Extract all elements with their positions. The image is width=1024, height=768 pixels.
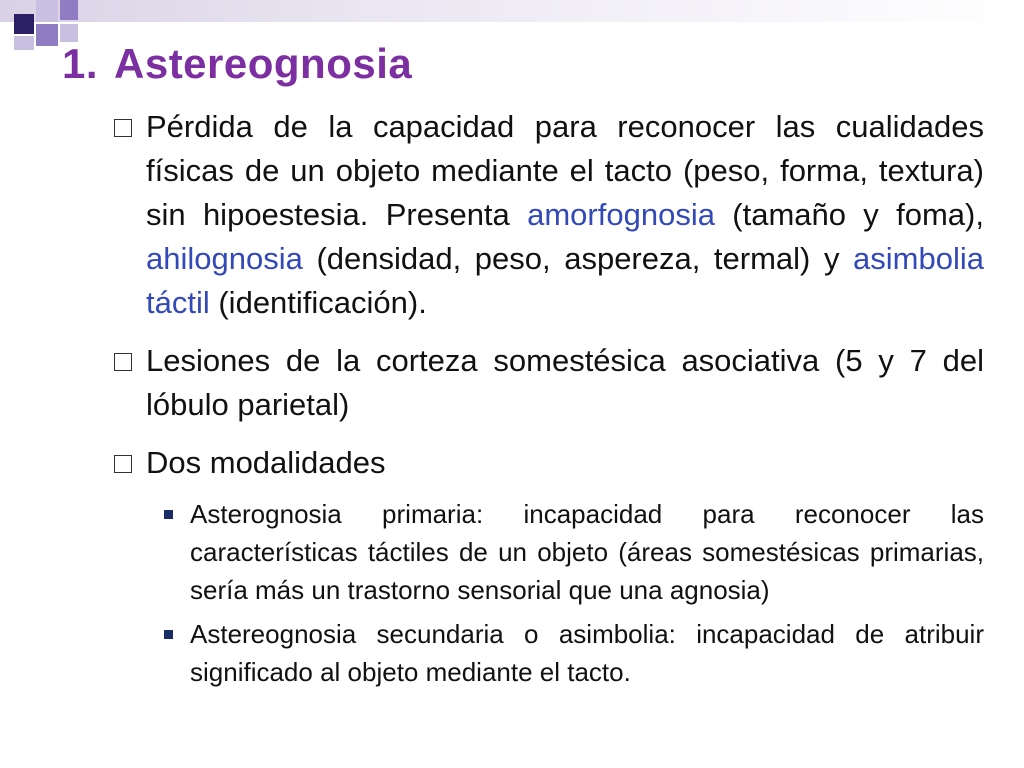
- hollow-square-bullet-icon: [114, 455, 132, 473]
- sub-bullet-list: [160, 495, 984, 691]
- bullet-modalities: [112, 441, 984, 485]
- bullet-text: Pérdida de la capacidad para reconocer las cualidades físicas de un objeto mediante el tacto (peso, forma, textura) sin hipoestesia. Presenta: [146, 109, 984, 232]
- header-gradient-bar: [0, 0, 1024, 22]
- bullet-text: Lesiones de la corteza somestésica asociativa (5 y 7 del lóbulo parietal): [146, 343, 984, 422]
- bullet-text: (tamaño y foma),: [714, 197, 984, 232]
- bullet-text: Dos modalidades: [146, 445, 386, 480]
- square-bullet-icon: [164, 630, 173, 639]
- square-bullet-icon: [164, 510, 173, 519]
- deco-square-light: [36, 0, 58, 22]
- bullet-lesions: [112, 339, 984, 427]
- highlight-term: amorfognosia: [527, 197, 715, 232]
- slide-title: [62, 40, 412, 88]
- highlight-term: asimbolia táctil: [146, 241, 984, 320]
- deco-square-purple: [36, 24, 58, 46]
- sub-bullet-primary: [160, 495, 984, 609]
- hollow-square-bullet-icon: [114, 119, 132, 137]
- bullet-definition: [112, 105, 984, 325]
- deco-square-dark: [14, 14, 34, 34]
- sub-bullet-text: Asterognosia primaria: incapacidad para reconocer las características táctiles de un objeto (áreas somestésicas primarias, sería más un trastorno sensorial que una agnosia): [190, 499, 984, 605]
- highlight-term: ahilognosia: [146, 241, 303, 276]
- deco-square-light: [14, 36, 34, 50]
- bullet-text: (identificación).: [209, 285, 427, 320]
- title-text: Astereognosia: [114, 40, 413, 87]
- sub-bullet-secondary: [160, 615, 984, 691]
- title-number: 1.: [62, 40, 99, 87]
- hollow-square-bullet-icon: [114, 353, 132, 371]
- bullet-text: (densidad, peso, aspereza, termal) y: [302, 241, 854, 276]
- sub-bullet-text: Astereognosia secundaria o asimbolia: incapacidad de atribuir significado al objeto mediante el tacto.: [190, 619, 984, 687]
- deco-square-purple: [60, 0, 78, 20]
- bullet-list: [112, 105, 984, 697]
